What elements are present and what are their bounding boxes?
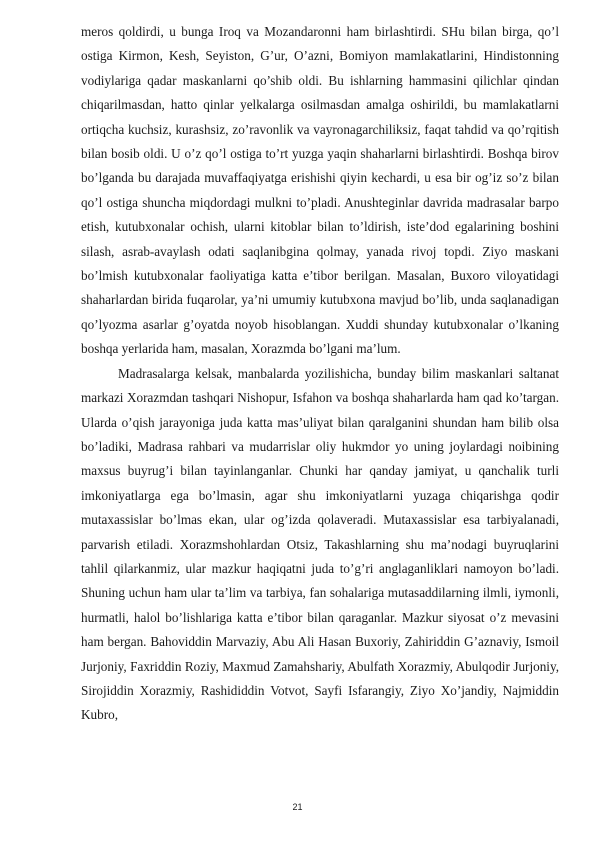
body-text <box>81 20 559 728</box>
paragraph-madrasalar: Madrasalarga kelsak, manbalarda yozilishicha, bunday bilim maskanlari saltanat markazi Xorazmdan tashqari Nishopur, Isfahon va boshqa shaharlarda ham qad ko’targan. Ularda o’qish jarayoniga juda katta mas’uliyat bilan qaralganini shundan ham bilib olsa bo’ladiki, Madrasa rahbari va mudarrislar oliy hukmdor yo uning joylardagi noibining maxsus buyrug’i bilan tayinlanganlar. Chunki har qanday jamiyat, u qanchalik turli imkoniyatlarga ega bo’lmasin, agar shu imkoniyatlarni yuzaga chiqarishga qodir mutaxassislar bo’lmas ekan, ular og’izda qolaveradi. Mutaxassislar esa tarbiyalanadi, parvarish etiladi. Xorazmshohlardan Otsiz, Takashlarning shu ma’nodagi buyruqlarini tahlil qilarkanmiz, ular mazkur haqiqatni juda to’g’ri anglaganliklari namoyon bo’ladi. Shuning uchun ham ular ta’lim va tarbiya, fan sohalariga mutasaddilarning ilmli, iymonli, hurmatli, halol bo’lishlariga katta e’tibor bilan qaraganlar. Mazkur siyosat o’z mevasini ham bergan. Bahoviddin Marvaziy, Abu Ali Hasan Buxoriy, Zahiriddin G’aznaviy, Ismoil Jurjoniy, Faxriddin Roziy, Maxmud Zamahshariy, Abulfath Xorazmiy, Abulqodir Jurjoniy, Sirojiddin Xorazmiy, Rashididdin Votvot, Sayfi Isfarangiy, Ziyo Xo’jandiy, Najmiddin Kubro, <box>81 365 559 723</box>
page-number: 21 <box>292 802 303 812</box>
paragraph-continuation: meros qoldirdi, u bunga Iroq va Mozandaronni ham birlashtirdi. SHu bilan birga, qo’l ostiga Kirmon, Kesh, Seyiston, G’ur, O’azni, Bomiyon mamlakatlarini, Hindistonning vodiylariga qadar maskanlarni qo’shib oldi. Bu ishlarning hammasini qilichlar qindan chiqarilmasdan, hatto qinlar yelkalarga osilmasdan amalga oshirildi, bu mamlakatlarni ortiqcha kuchsiz, kurashsiz, zo’ravonlik va vayronagarchiliksiz, faqat tahdid va qo’rqitish bilan bosib oldi. U o’z qo’l ostiga to’rt yuzga yaqin shaharlarni birlashtirdi. Boshqa birov bo’lganda bu darajada muvaffaqiyatga erishishi qiyin kechardi, u esa bir og’iz so’z bilan qo’l ostiga shuncha miqdordagi mulkni to’pladi. Anushteginlar davrida madrasalar barpo etish, kutubxonalar ochish, ularni kitoblar bilan to’ldirish, iste’dod egalarining boshini silash, asrab-avaylash odati saqlanibgina qolmay, yanada rivoj topdi. Ziyo maskani bo’lmish kutubxonalar faoliyatiga katta e’tibor berilgan. Masalan, Buxoro viloyatidagi shaharlardan birida fuqarolar, ya’ni umumiy kutubxona mavjud bo’lib, unda saqlanadigan qo’lyozma asarlar g’oyatda noyob hisoblangan. Xuddi shunday kutubxonalar o’lkaning boshqa yerlarida ham, masalan, Xorazmda bo’lgani ma’lum. <box>81 24 559 357</box>
